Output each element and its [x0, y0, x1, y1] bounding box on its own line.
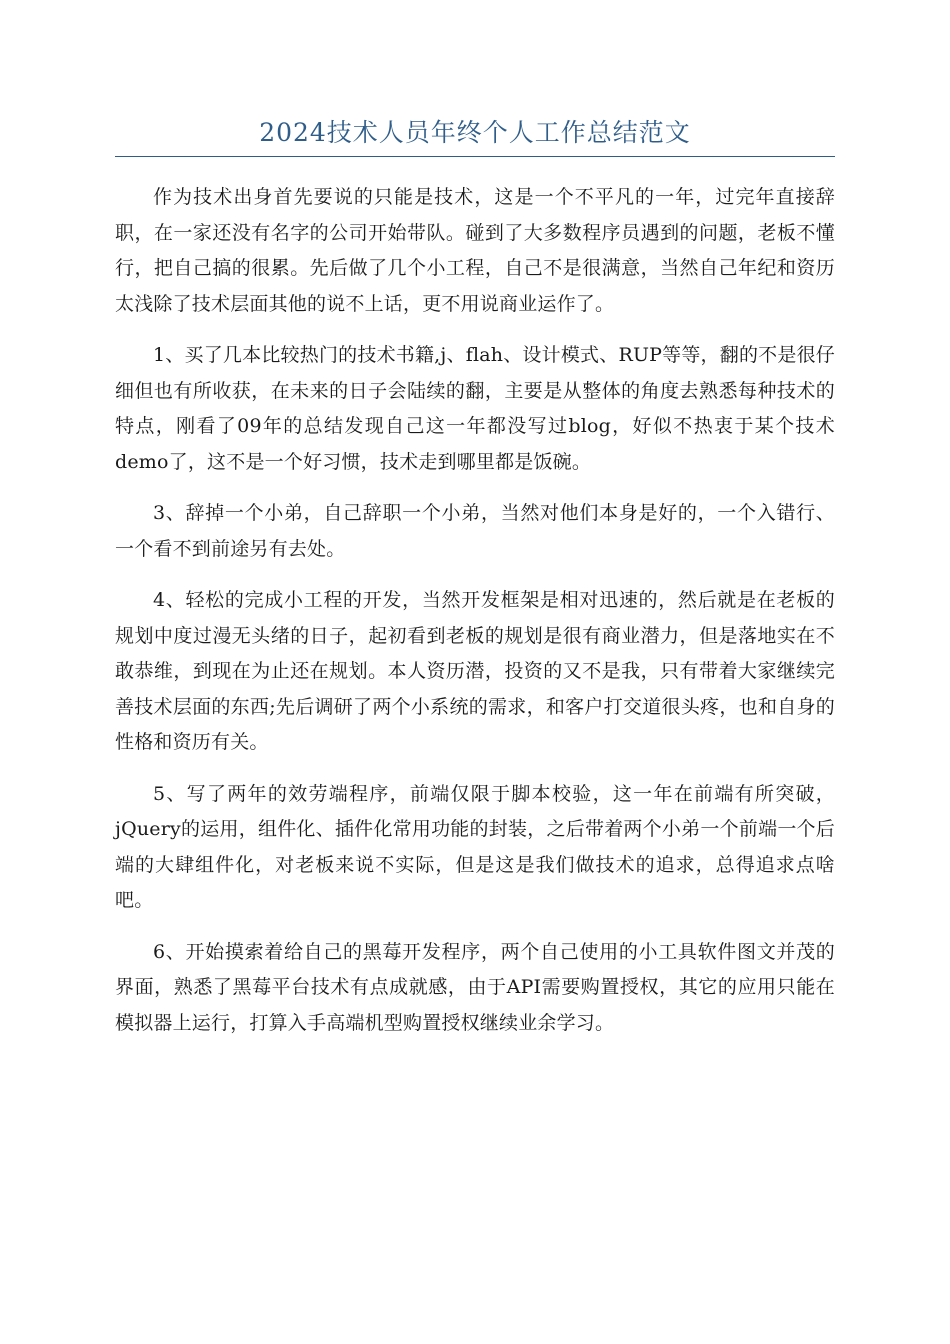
- paragraph-item-6: 6、开始摸索着给自己的黑莓开发程序，两个自己使用的小工具软件图文并茂的界面，熟悉了黑莓平台技术有点成就感，由于API需要购置授权，其它的应用只能在模拟器上运行，打算入手高端机型购置授权继续业余学习。: [115, 940, 835, 1034]
- paragraph-item-3: 3、辞掉一个小弟，自己辞职一个小弟，当然对他们本身是好的，一个入错行、一个看不到前途另有去处。: [115, 502, 835, 560]
- document-title: 2024技术人员年终个人工作总结范文: [259, 118, 691, 147]
- paragraph-item-1: 1、买了几本比较热门的技术书籍,j、flah、设计模式、RUP等等，翻的不是很仔细但也有所收获，在未来的日子会陆续的翻，主要是从整体的角度去熟悉每种技术的特点，刚看了09年的总结发现自己这一年都没写过blog，好似不热衷于某个技术demo了，这不是一个好习惯，技术走到哪里都是饭碗。: [115, 344, 835, 473]
- document-body: [115, 180, 835, 1057]
- paragraph-intro: 作为技术出身首先要说的只能是技术，这是一个不平凡的一年，过完年直接辞职，在一家还没有名字的公司开始带队。碰到了大多数程序员遇到的问题，老板不懂行，把自己搞的很累。先后做了几个小工程，自己不是很满意，当然自己年纪和资历太浅除了技术层面其他的说不上话，更不用说商业运作了。: [115, 186, 835, 315]
- paragraph-item-5: 5、写了两年的效劳端程序，前端仅限于脚本校验，这一年在前端有所突破，jQuery的运用，组件化、插件化常用功能的封装，之后带着两个小弟一个前端一个后端的大肆组件化，对老板来说不实际，但是这是我们做技术的追求，总得追求点啥吧。: [115, 782, 835, 911]
- title-block: [115, 116, 835, 157]
- paragraph-item-4: 4、轻松的完成小工程的开发，当然开发框架是相对迅速的，然后就是在老板的规划中度过漫无头绪的日子，起初看到老板的规划是很有商业潜力，但是落地实在不敢恭维，到现在为止还在规划。本人资历潜，投资的又不是我，只有带着大家继续完善技术层面的东西;先后调研了两个小系统的需求，和客户打交道很头疼，也和自身的性格和资历有关。: [115, 589, 835, 753]
